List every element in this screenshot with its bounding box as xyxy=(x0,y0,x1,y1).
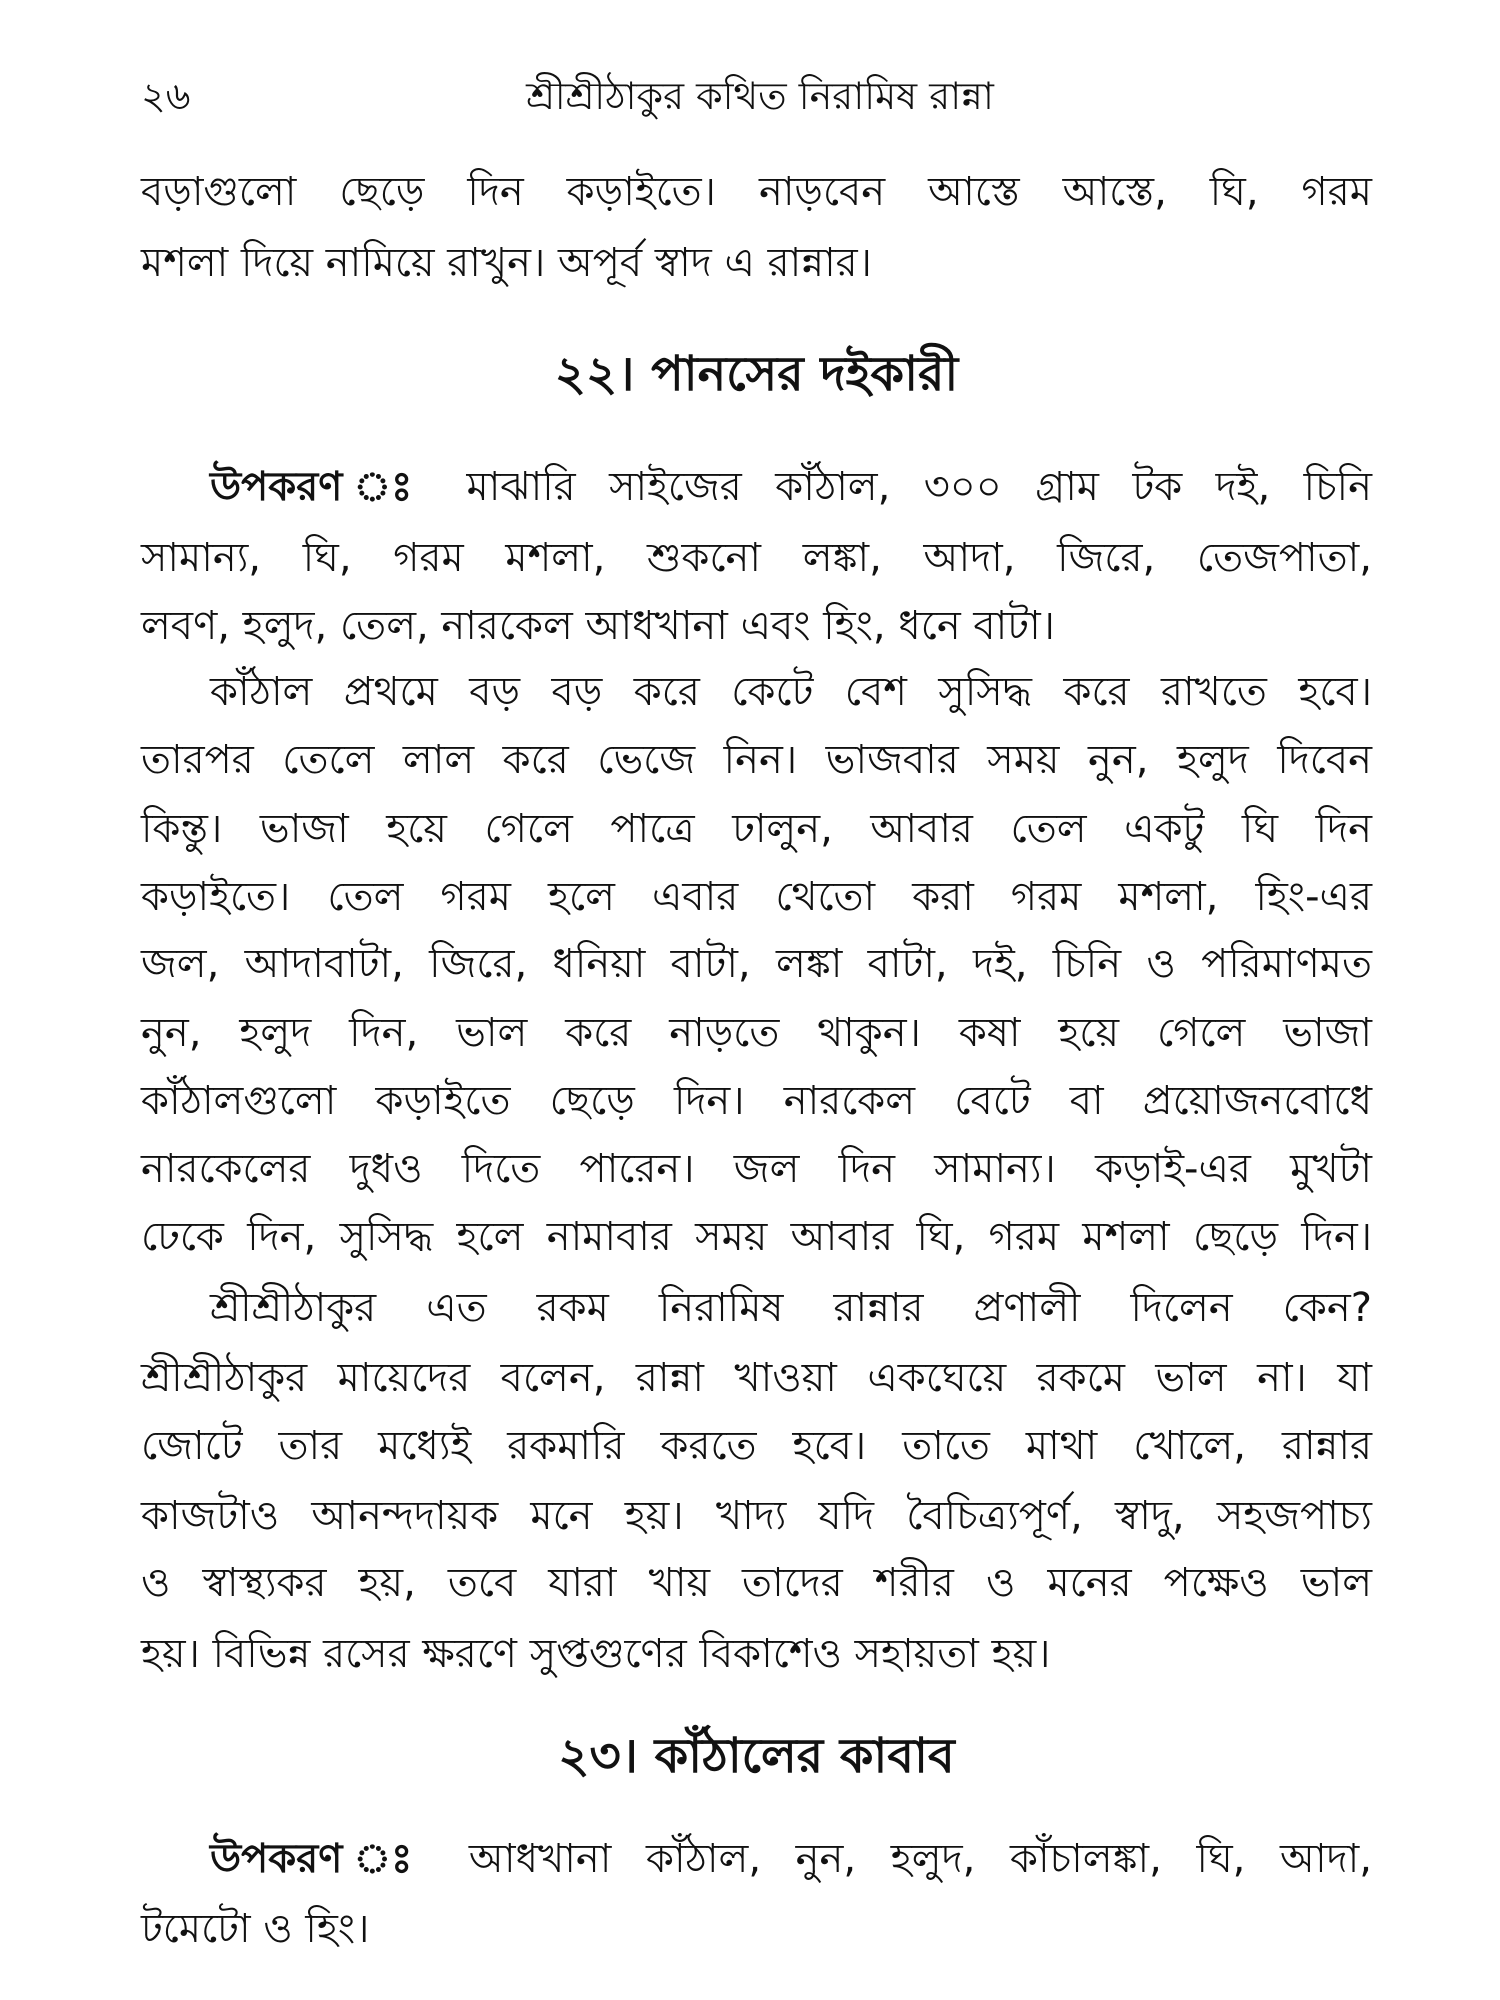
ingredients-line xyxy=(210,1828,1372,1890)
text-line: কিন্তু। ভাজা হয়ে গেলে পাত্রে ঢালুন, আবার তেল একটু ঘি দিন xyxy=(141,806,1372,852)
text-line: সামান্য, ঘি, গরম মশলা, শুকনো লঙ্কা, আদা, জিরে, তেজপাতা, xyxy=(141,535,1372,581)
text-line: কাঁঠাল প্রথমে বড় বড় করে কেটে বেশ সুসিদ্ধ করে রাখতে হবে। xyxy=(210,669,1372,715)
page-number: ২৬ xyxy=(141,74,191,118)
text-line: জোটে তার মধ্যেই রকমারি করতে হবে। তাতে মাথা খোলে, রান্নার xyxy=(141,1423,1372,1469)
ingredients-line xyxy=(210,456,1372,518)
ingredients-label: উপকরণ ঃ xyxy=(210,1836,435,1882)
ingredients-text: আধখানা কাঁঠাল, নুন, হলুদ, কাঁচালঙ্কা, ঘি, আদা, xyxy=(468,1836,1372,1882)
text-line: কাজটাও আনন্দদায়ক মনে হয়। খাদ্য যদি বৈচিত্র্যপূর্ণ, স্বাদু, সহজপাচ্য xyxy=(141,1493,1372,1539)
text-line: বড়াগুলো ছেড়ে দিন কড়াইতে। নাড়বেন আস্তে আস্তে, ঘি, গরম xyxy=(141,169,1372,215)
text-line: কাঁঠালগুলো কড়াইতে ছেড়ে দিন। নারকেল বেটে বা প্রয়োজনবোধে xyxy=(141,1078,1372,1124)
text-line: জল, আদাবাটা, জিরে, ধনিয়া বাটা, লঙ্কা বাটা, দই, চিনি ও পরিমাণমত xyxy=(141,941,1372,987)
text-line: নুন, হলুদ দিন, ভাল করে নাড়তে থাকুন। কষা হয়ে গেলে ভাজা xyxy=(141,1010,1372,1056)
text-line: লবণ, হলুদ, তেল, নারকেল আধখানা এবং হিং, ধনে বাটা। xyxy=(141,603,1055,649)
text-line: হয়। বিভিন্ন রসের ক্ষরণে সুপ্তগুণের বিকাশেও সহায়তা হয়। xyxy=(141,1631,1051,1677)
text-line: তারপর তেলে লাল করে ভেজে নিন। ভাজবার সময় নুন, হলুদ দিবেন xyxy=(141,737,1372,783)
text-line: শ্রীশ্রীঠাকুর মায়েদের বলেন, রান্না খাওয়া একঘেয়ে রকমে ভাল না। যা xyxy=(141,1355,1372,1401)
text-line: ঢেকে দিন, সুসিদ্ধ হলে নামাবার সময় আবার ঘি, গরম মশলা ছেড়ে দিন। xyxy=(141,1214,1372,1260)
running-title: শ্রীশ্রীঠাকুর কথিত নিরামিষ রান্না xyxy=(526,74,994,118)
recipe-heading: ২৩। কাঁঠালের কাবাব xyxy=(558,1728,955,1784)
text-line: শ্রীশ্রীঠাকুর এত রকম নিরামিষ রান্নার প্রণালী দিলেন কেন? xyxy=(210,1285,1372,1331)
text-line: ও স্বাস্থ্যকর হয়, তবে যারা খায় তাদের শরীর ও মনের পক্ষেও ভাল xyxy=(141,1560,1372,1606)
ingredients-text: মাঝারি সাইজের কাঁঠাল, ৩০০ গ্রাম টক দই, চিনি xyxy=(466,464,1372,510)
text-line: নারকেলের দুধও দিতে পারেন। জল দিন সামান্য। কড়াই-এর মুখটা xyxy=(141,1146,1372,1192)
text-line: টমেটো ও হিং। xyxy=(141,1906,370,1952)
text-line: কড়াইতে। তেল গরম হলে এবার থেতো করা গরম মশলা, হিং-এর xyxy=(141,874,1372,920)
ingredients-label: উপকরণ ঃ xyxy=(210,464,434,510)
recipe-heading: ২২। পানসের দইকারী xyxy=(554,346,959,402)
text-line: মশলা দিয়ে নামিয়ে রাখুন। অপূর্ব স্বাদ এ রান্নার। xyxy=(141,240,872,286)
